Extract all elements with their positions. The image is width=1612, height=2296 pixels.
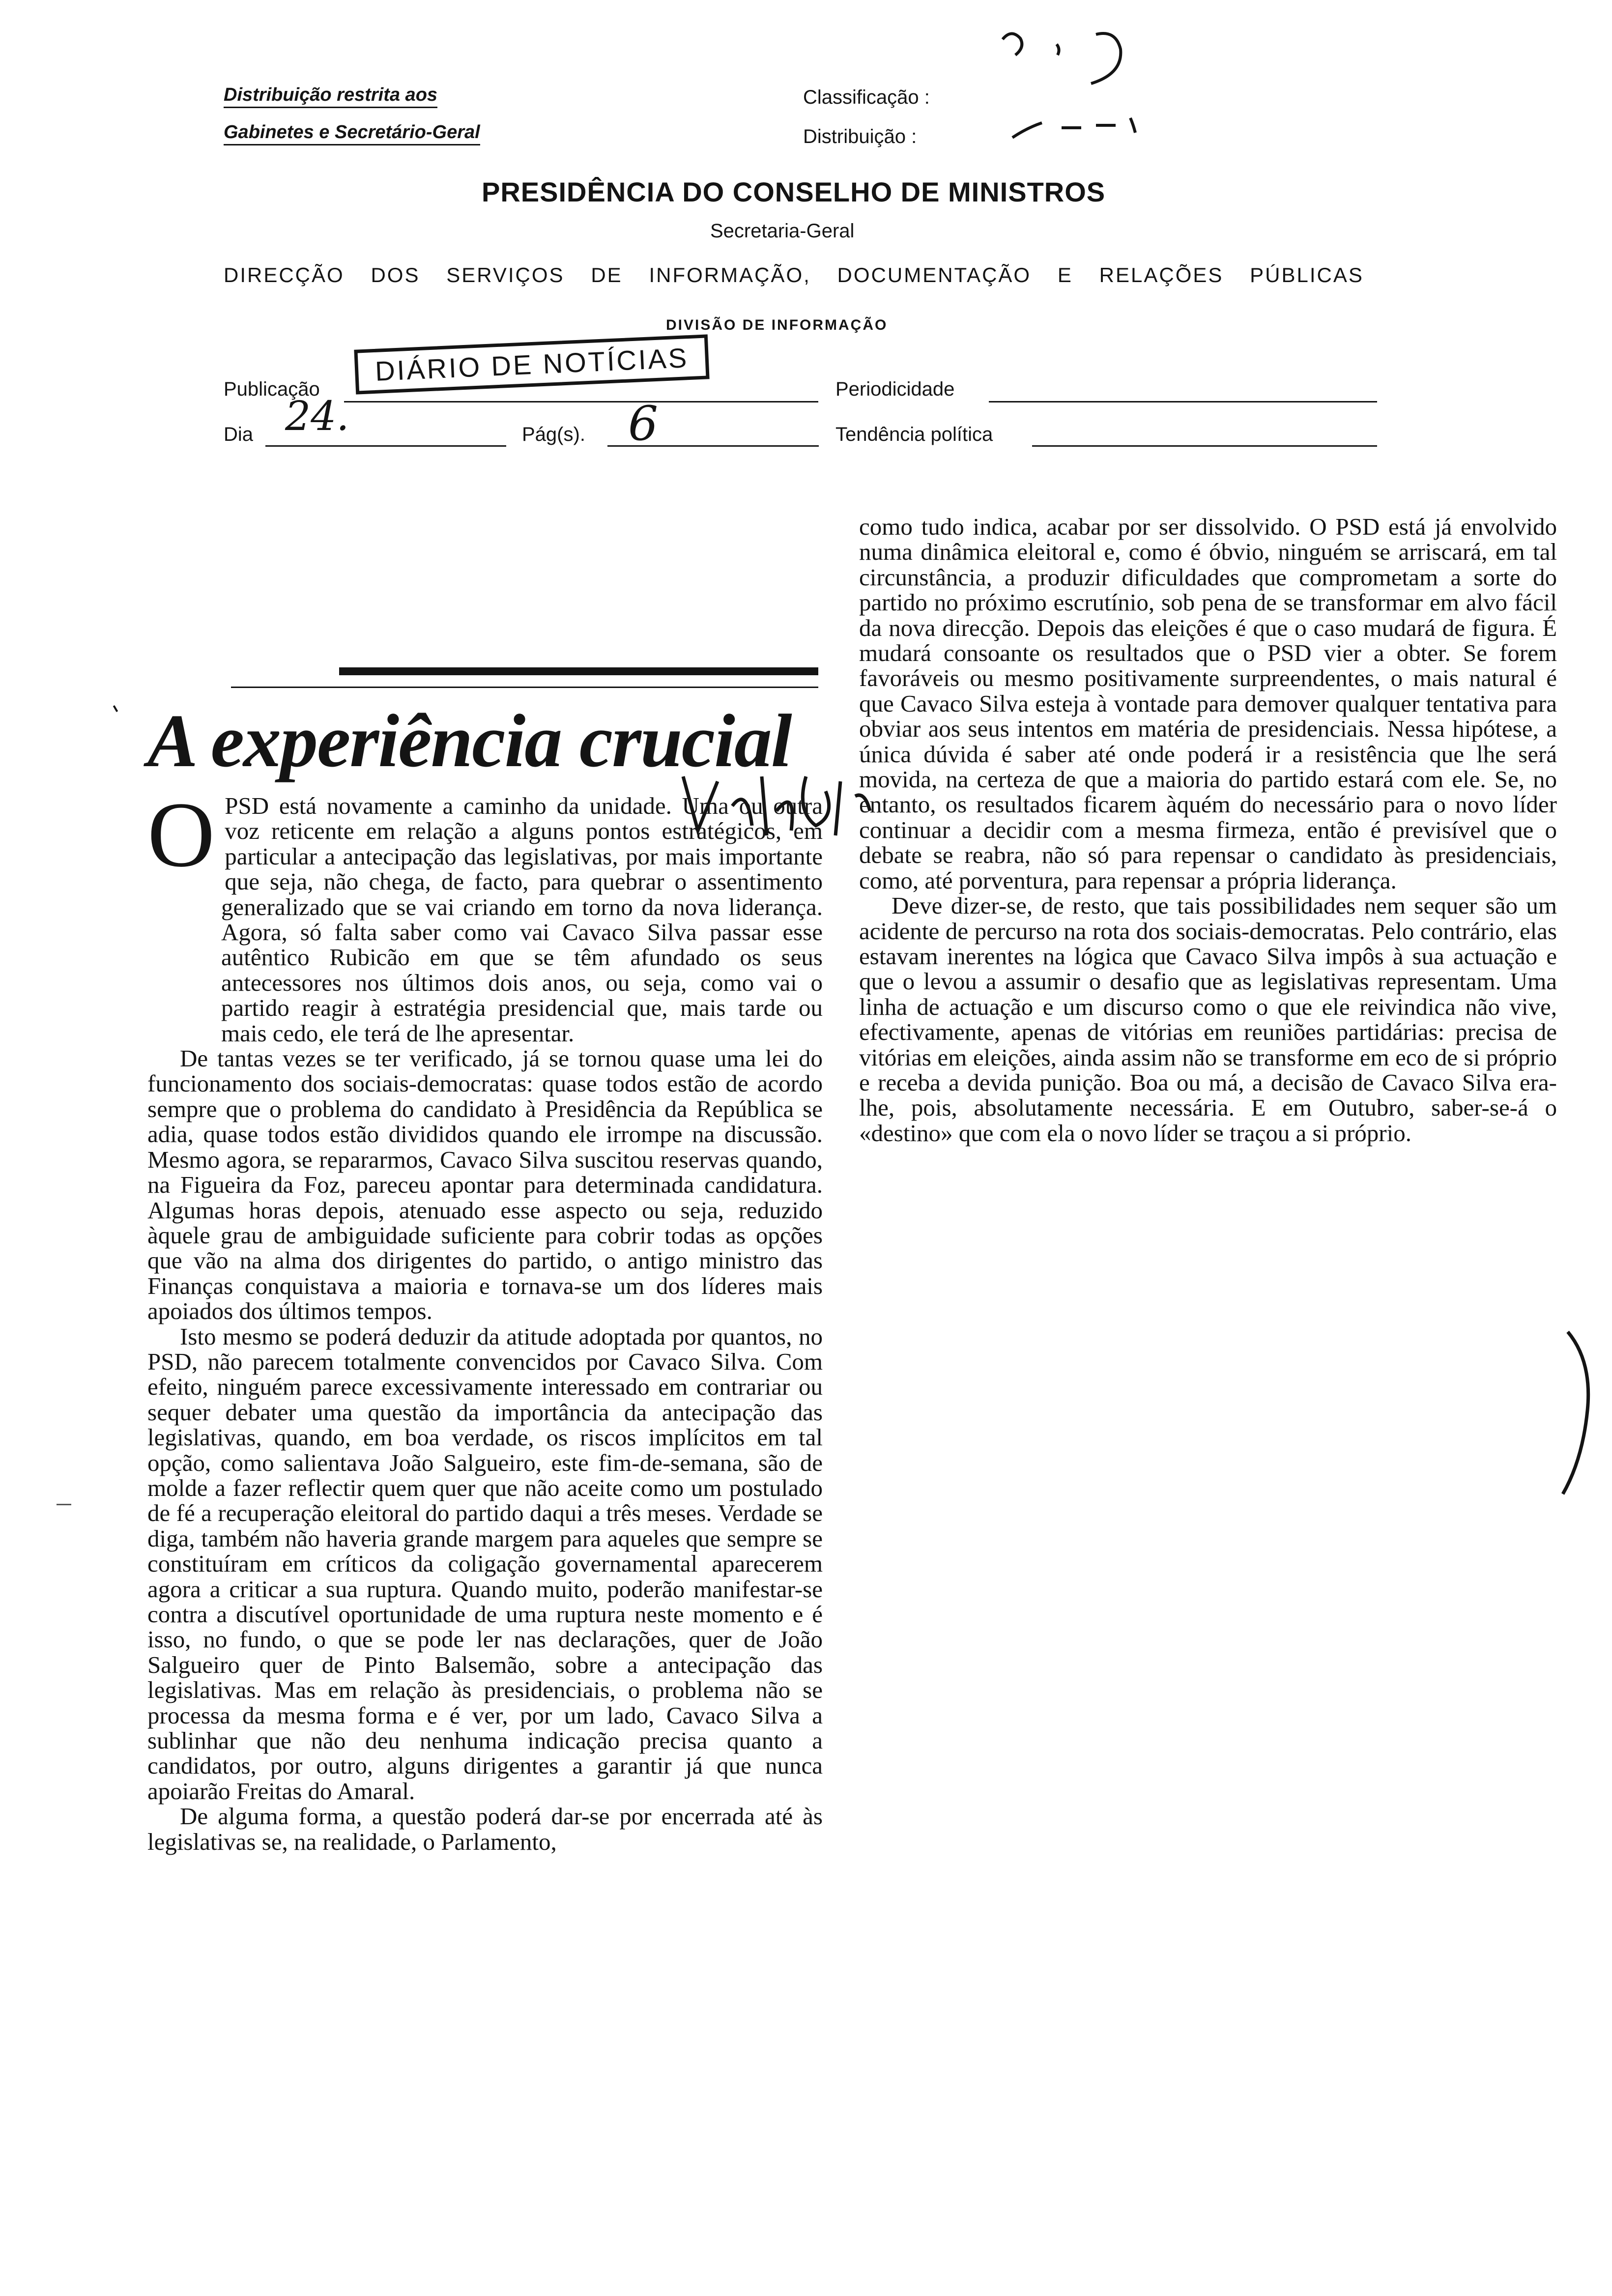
article-headline: A experiência crucial — [147, 699, 791, 783]
article-paragraph: como tudo indica, acabar por ser dissolvido. O PSD está já envolvido numa dinâmica eleitoral e, como é óbvio, ninguém se arriscará, em tal circunstância, a produzir dificuldades que comprometam a sorte do partido no próximo escrutínio, sob pena de se transformar em alvo fácil da nova direcção. Depois das eleições é que o caso mudará de figura. É mudará consoante os resultados que o PSD vier a obter. Se forem favoráveis ou mesmo positivamente surpreendentes, o mais natural é que Cavaco Silva esteja à vontade para demover qualquer tentativa para obviar aos seus intentos em matéria de presidenciais. Nessa hipótese, a única dúvida é saber até onde poderá ir a resistência que lhe será movida, na certeza de que a maioria do partido estará com ele. Se, no entanto, os resultados ficarem àquém do necessário para o novo líder continuar a decidir com a mesma firmeza, então é previsível que o debate se reabra, não só para repensar o candidato às presidenciais, como, até porventura, para repensar a própria liderança. — [859, 513, 1557, 894]
department-word: PÚBLICAS — [1250, 263, 1364, 287]
page-title: PRESIDÊNCIA DO CONSELHO DE MINISTROS — [482, 176, 1106, 207]
margin-mark — [113, 705, 118, 712]
division-label: DIVISÃO DE INFORMAÇÃO — [666, 317, 888, 333]
headline-rule — [339, 667, 818, 675]
periodicidade-fill-line — [989, 401, 1377, 402]
headline-thin-rule — [231, 687, 818, 688]
article-paragraph: Deve dizer-se, de resto, que tais possibilidades nem sequer são um acidente de percurso na rota dos sociais-democratas. Pelo contrário, elas estavam inerentes na lógica que Cavaco Silva impôs à sua actuação e que o levou a assumir o desafio que as legislativas representam. Uma linha de actuação e um discurso como o que ele reivindica não vive, efectivamente, apenas de vitórias em reuniões partidárias: precisa de vitórias em eleições, ainda assim não se transforme em eco de si próprio e receba a devida punição. Boa ou má, a decisão de Cavaco Silva era-lhe, pois, absolutamente necessária. E em Outubro, saber-se-á o «destino» que com ela o novo líder se traçou a si próprio. — [859, 892, 1557, 1147]
tendencia-label: Tendência política — [835, 424, 993, 445]
article-paragraph: De alguma forma, a questão poderá dar-se por encerrada até às legislativas se, na realidade, o Parlamento, — [147, 1803, 823, 1855]
distribution-note-line1: Distribuição restrita aos — [224, 85, 437, 108]
article-paragraph: De tantas vezes se ter verificado, já se tornou quase uma lei do funcionamento dos sociais-democratas: quase todos estão de acordo sempre que o problema do candidato à Presidência da República se adia, quase todos estão divididos quando ele irrompe na discussão. Mesmo agora, se repararmos, Cavaco Silva suscitou reservas quando, na Figueira da Foz, pareceu apontar para determinada candidatura. Algumas horas depois, atenuado esse aspecto ou seja, reduzido àquele grau de ambiguidade suficiente para cobrir todas as opções que vão na alma dos dirigentes do partido, o antigo ministro das Finanças conquistava a maioria e tornava-se um dos líderes mais apoiados dos últimos tempos. — [147, 1045, 823, 1325]
department-word: DOS — [371, 263, 420, 287]
page-subtitle: Secretaria-Geral — [710, 220, 855, 242]
classificacao-label: Classificação : — [803, 86, 930, 108]
department-word: DE — [591, 263, 623, 287]
handwritten-code-mark — [983, 15, 1160, 162]
publicacao-label: Publicação — [224, 378, 320, 400]
department-word: SERVIÇOS — [446, 263, 565, 287]
handwritten-page-number: 6 — [628, 396, 659, 451]
department-word: RELAÇÕES — [1099, 263, 1224, 287]
drop-cap: O — [147, 783, 215, 887]
department-line — [224, 263, 1364, 287]
dia-fill-line — [265, 445, 506, 447]
article-left-column — [147, 783, 823, 1855]
tendencia-fill-line — [1032, 445, 1377, 447]
margin-mark — [57, 1504, 71, 1505]
dia-label: Dia — [224, 424, 254, 445]
distribution-note-line2: Gabinetes e Secretário-Geral — [224, 122, 480, 145]
periodicidade-label: Periodicidade — [835, 378, 955, 400]
publicacao-fill-line — [344, 401, 818, 402]
department-word: DOCUMENTAÇÃO — [837, 263, 1032, 287]
handwritten-date: 24. — [285, 393, 349, 440]
department-word: INFORMAÇÃO, — [649, 263, 811, 287]
department-word: E — [1057, 263, 1073, 287]
publication-stamp: DIÁRIO DE NOTÍCIAS — [354, 334, 710, 394]
distribuicao-label: Distribuição : — [803, 126, 917, 147]
article-paragraph: PSD está novamente a caminho da unidade. Uma ou outra voz reticente em relação a alguns pontos estratégicos, em particular a antecipação das legislativas, por mais importante que seja, não chega, de facto, para quebrar o assentimento generalizado que se vai criando em torno da nova liderança. Agora, só falta saber como vai Cavaco Silva passar esse autêntico Rubicão em que se têm afundado os seus antecessores nos últimos dois anos, ou seja, como vai o partido reagir à estratégia presidencial que, mais tarde ou mais cedo, ele terá de lhe apresentar. — [221, 792, 823, 1047]
pag-label: Pág(s). — [522, 424, 585, 445]
department-word: DIRECÇÃO — [224, 263, 345, 287]
article-right-column — [859, 514, 1557, 1146]
handwritten-bracket — [1558, 1327, 1602, 1499]
article-paragraph: Isto mesmo se poderá deduzir da atitude adoptada por quantos, no PSD, não parecem totalmente convencidos por Cavaco Silva. Com efeito, ninguém parece excessivamente interessado em contrariar ou sequer debater uma questão da importância da antecipação das legislativas, quando, em boa verdade, os riscos implícitos em tal opção, como salientava João Salgueiro, este fim-de-semana, são de molde a fazer reflectir quem quer que não aceite como um postulado de fé a recuperação eleitoral do partido daqui a três meses. Verdade se diga, também não haveria grande margem para aqueles que sempre se constituíram em críticos da coligação governamental aparecerem agora a criticar a sua ruptura. Quando muito, poderão manifestar-se contra a discutível oportunidade de uma ruptura neste momento e é isso, no fundo, o que se pode ler nas declarações, quer de João Salgueiro quer de Pinto Balsemão, sobre a antecipação das legislativas. Mas em relação às presidenciais, o problema não se processa da mesma forma e é ver, por um lado, Cavaco Silva a sublinhar que não deu nenhuma indicação precisa quanto a candidatos, por outro, alguns dirigentes a garantir já que nunca apoiarão Freitas do Amaral. — [147, 1322, 823, 1805]
